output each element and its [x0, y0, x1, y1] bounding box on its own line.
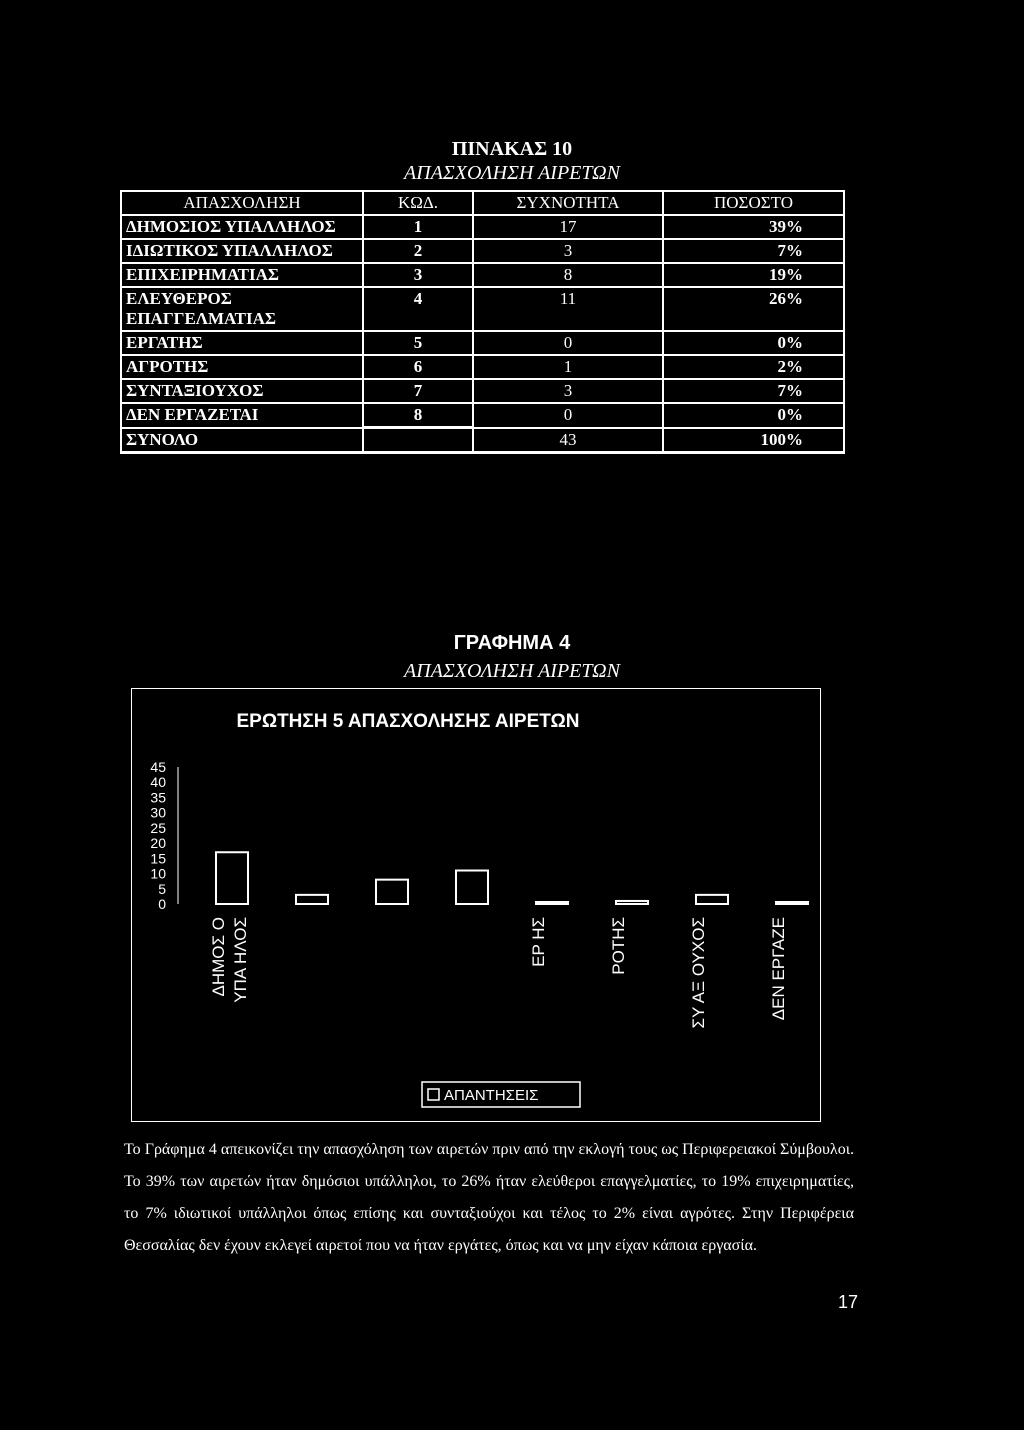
legend-swatch	[428, 1089, 439, 1100]
chart-title: ΕΡΩΤΗΣΗ 5 ΑΠΑΣΧΟΛΗΣΗΣ ΑΙΡΕΤΩΝ	[236, 711, 580, 732]
bar	[456, 871, 488, 904]
header-frequency: ΣΥΧΝΟΤΗΤΑ	[473, 191, 663, 215]
y-axis-ticks	[150, 759, 178, 912]
table-subtitle: ΑΠΑΣΧΟΛΗΣΗ ΑΙΡΕΤΩΝ	[404, 162, 620, 184]
row-code: 7	[363, 379, 473, 403]
table-row	[121, 263, 844, 287]
row-frequency: 17	[473, 215, 663, 239]
row-code: 6	[363, 355, 473, 379]
row-label: ΑΓΡΟΤΗΣ	[121, 355, 363, 379]
y-tick-label: 0	[158, 896, 166, 912]
description-paragraph: Το Γράφημα 4 απεικονίζει την απασχόληση των αιρετών πριν από την εκλογή τους ως Περιφερειακοί Σύμβουλοι. Το 39% των αιρετών ήταν δημόσιοι υπάλληλοι, το 26% ήταν ελεύθεροι επαγγελματίες, το 19% επιχειρηματίες, το 7% ιδιωτικοί υπάλληλοι όπως επίσης και συνταξιούχοι και τέλος το 2% είναι αγρότες. Στην Περιφέρεια Θεσσαλίας δεν έχουν εκλεγεί αιρετοί που να ήταν εργάτες, όπως και να μην είχαν κάποια εργασία.	[124, 1141, 854, 1254]
y-tick-label: 40	[150, 774, 166, 791]
row-label: ΙΔΙΩΤΙΚΟΣ ΥΠΑΛΛΗΛΟΣ	[121, 239, 363, 263]
table-header-row	[121, 191, 844, 215]
x-axis-ticks	[209, 917, 788, 1029]
graph-title: ΓΡΑΦΗΜΑ 4	[453, 632, 571, 654]
x-tick-label: ΔΗΜΟΣ Ο	[209, 917, 228, 997]
x-tick-label: ΡΟΤΗΣ	[609, 917, 628, 975]
row-label: ΔΗΜΟΣΙΟΣ ΥΠΑΛΛΗΛΟΣ	[121, 215, 363, 239]
table-row	[121, 379, 844, 403]
row-code: 3	[363, 263, 473, 287]
y-tick-label: 25	[150, 819, 166, 836]
row-label: ΕΛΕΥΘΕΡΟΣ ΕΠΑΓΓΕΛΜΑΤΙΑΣ	[121, 287, 363, 331]
row-frequency: 0	[473, 331, 663, 355]
row-percentage: 0%	[663, 403, 844, 428]
bars	[216, 852, 808, 904]
y-tick-label: 45	[150, 759, 166, 775]
table-row	[121, 355, 844, 379]
row-percentage: 0%	[663, 331, 844, 355]
chart-frame	[131, 688, 821, 1122]
row-label: ΕΡΓΑΤΗΣ	[121, 331, 363, 355]
bar	[296, 895, 328, 904]
total-frequency: 43	[473, 428, 663, 453]
y-tick-label: 35	[150, 789, 166, 806]
table-row	[121, 287, 844, 331]
table-row	[121, 403, 844, 428]
row-frequency: 11	[473, 287, 663, 331]
header-percentage: ΠΟΣΟΣΤΟ	[663, 191, 844, 215]
x-tick-label: ΔΕΝ ΕΡΓΑΖΕ	[769, 917, 788, 1021]
row-frequency: 8	[473, 263, 663, 287]
row-code: 5	[363, 331, 473, 355]
row-code: 2	[363, 239, 473, 263]
row-frequency: 0	[473, 403, 663, 428]
table-total-row	[121, 428, 844, 453]
table-row	[121, 215, 844, 239]
row-percentage: 39%	[663, 215, 844, 239]
row-label: ΕΠΙΧΕΙΡΗΜΑΤΙΑΣ	[121, 263, 363, 287]
bar	[616, 901, 648, 904]
total-code-empty	[363, 428, 473, 453]
employment-table	[120, 190, 845, 454]
row-percentage: 2%	[663, 355, 844, 379]
y-tick-label: 15	[150, 850, 166, 867]
row-percentage: 7%	[663, 379, 844, 403]
row-code: 8	[363, 403, 473, 428]
row-percentage: 7%	[663, 239, 844, 263]
bar	[536, 902, 568, 904]
row-frequency: 1	[473, 355, 663, 379]
row-percentage: 19%	[663, 263, 844, 287]
y-tick-label: 30	[150, 804, 166, 821]
bar	[696, 895, 728, 904]
row-label: ΔΕΝ ΕΡΓΑΖΕΤΑΙ	[121, 403, 363, 428]
bar	[376, 880, 408, 904]
y-tick-label: 20	[150, 835, 166, 852]
header-code: ΚΩΔ.	[363, 191, 473, 215]
x-tick-label: ΕΡ ΗΣ	[529, 917, 548, 967]
y-tick-label: 10	[150, 865, 166, 882]
row-frequency: 3	[473, 379, 663, 403]
legend-label: ΑΠΑΝΤΗΣΕΙΣ	[444, 1087, 539, 1104]
bar	[216, 852, 248, 904]
page-number: 17	[838, 1292, 859, 1312]
row-code: 4	[363, 287, 473, 331]
y-tick-label: 5	[158, 880, 166, 897]
bar-chart	[132, 689, 822, 1123]
legend	[422, 1082, 580, 1107]
header-occupation: ΑΠΑΣΧΟΛΗΣΗ	[121, 191, 363, 215]
table-row	[121, 239, 844, 263]
row-frequency: 3	[473, 239, 663, 263]
x-tick-label: ΣΥ ΑΞ ΟΥΧΟΣ	[689, 917, 708, 1029]
total-label: ΣΥΝΟΛΟ	[121, 428, 363, 453]
x-tick-label: ΥΠΑ ΗΛΟΣ	[231, 917, 250, 1003]
table-row	[121, 331, 844, 355]
graph-subtitle: ΑΠΑΣΧΟΛΗΣΗ ΑΙΡΕΤΩΝ	[404, 660, 620, 682]
total-percentage: 100%	[663, 428, 844, 453]
row-code: 1	[363, 215, 473, 239]
table-title: ΠΙΝΑΚΑΣ 10	[451, 138, 573, 160]
row-percentage: 26%	[663, 287, 844, 331]
bar	[776, 902, 808, 904]
row-label: ΣΥΝΤΑΞΙΟΥΧΟΣ	[121, 379, 363, 403]
